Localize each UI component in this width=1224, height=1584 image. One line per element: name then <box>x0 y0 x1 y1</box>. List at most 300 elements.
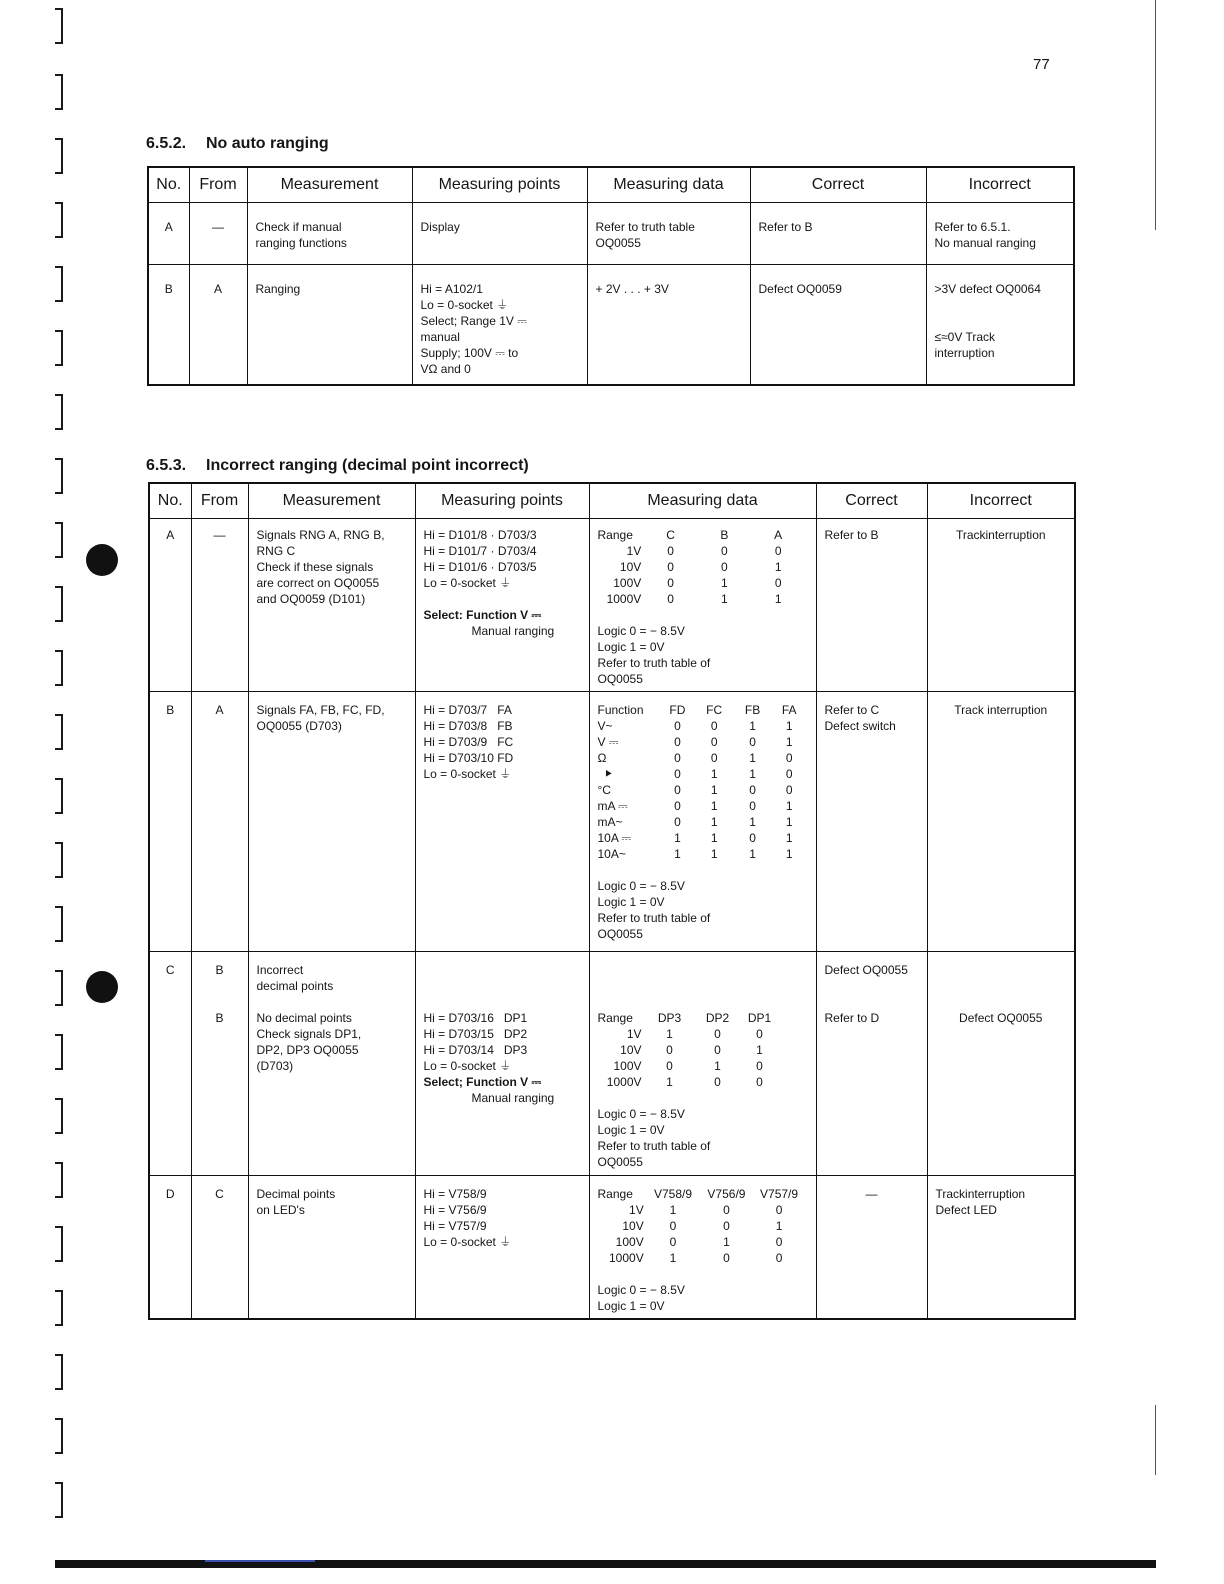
truth-cell: mA~ <box>597 815 623 829</box>
table-header-row <box>148 167 1074 203</box>
col-header-from: From <box>191 483 248 519</box>
binder-bracket <box>55 522 63 558</box>
binder-bracket <box>55 266 63 302</box>
spacer <box>424 591 581 607</box>
binder-bracket <box>55 650 63 686</box>
scan-bottom-bar <box>55 1560 1156 1568</box>
table-incorrect-ranging <box>148 482 1076 1320</box>
cell-incorrect <box>927 519 1075 692</box>
truth-cell: 0 <box>667 576 674 590</box>
truth-col: DP3 <box>657 1011 682 1025</box>
truth-header <box>598 702 808 718</box>
truth-row <box>598 846 808 862</box>
text-line: B <box>215 963 224 977</box>
text-line: Refer to truth table of <box>597 911 711 925</box>
truth-cell: 1000V <box>606 592 642 606</box>
truth-cell: 0 <box>674 799 681 813</box>
text-line: VΩ and 0 <box>420 362 471 376</box>
col-header-no: No. <box>148 167 189 203</box>
truth-cell: 0 <box>775 1251 783 1265</box>
cell-from: — <box>189 203 247 265</box>
table-row <box>149 692 1075 952</box>
truth-cell: 1 <box>749 847 756 861</box>
text-line: Hi = D703/9 FC <box>423 735 514 749</box>
truth-cell: 1 <box>714 1059 721 1073</box>
truth-cell: 0 <box>669 1219 677 1233</box>
binder-bracket <box>55 1226 63 1262</box>
text-line: Refer to C <box>824 703 880 717</box>
text-line: Logic 1 = 0V <box>597 1299 665 1313</box>
cell-no: B <box>149 692 191 952</box>
text-line: Track interruption <box>954 703 1048 717</box>
truth-cell: 10V <box>620 1043 642 1057</box>
truth-row <box>598 543 808 559</box>
binder-bracket <box>55 906 63 942</box>
text-line: Signals RNG A, RNG B, <box>256 528 385 542</box>
text-line: Hi = D703/16 DP1 <box>423 1011 528 1025</box>
cell-correct <box>750 203 926 265</box>
spacer <box>257 994 407 1010</box>
truth-col: Range <box>597 1011 633 1025</box>
truth-cell: 0 <box>721 544 728 558</box>
truth-col: Function <box>597 703 644 717</box>
text-line: Hi = D703/14 DP3 <box>423 1043 528 1057</box>
text-line: Hi = V758/9 <box>423 1187 487 1201</box>
punch-hole <box>86 971 118 1003</box>
section-title-6-5-3 <box>146 457 529 475</box>
cell-correct <box>816 519 927 692</box>
binder-bracket <box>55 1482 63 1518</box>
binder-bracket <box>55 1290 63 1326</box>
text-line: No manual ranging <box>934 236 1036 250</box>
truth-cell: 0 <box>667 544 674 558</box>
text-line: are correct on OQ0055 <box>256 576 380 590</box>
binder-bracket <box>55 1354 63 1390</box>
page-number: 77 <box>1033 56 1050 73</box>
spacer <box>598 862 808 878</box>
text-line: Manual ranging <box>471 624 555 638</box>
text-line: Lo = 0-socket ⏚ <box>423 576 512 590</box>
text-line: Hi = A102/1 <box>420 282 483 296</box>
cell-measurement <box>247 203 412 265</box>
table-row <box>149 1176 1075 1320</box>
truth-cell: 1 <box>749 751 756 765</box>
truth-col: DP1 <box>747 1011 772 1025</box>
cell-incorrect <box>927 1176 1075 1320</box>
truth-row <box>598 734 808 750</box>
binder-bracket <box>55 714 63 750</box>
text-line: Refer to B <box>824 528 879 542</box>
binder-bracket <box>55 970 63 1006</box>
col-header-correct: Correct <box>750 167 926 203</box>
truth-cell: 0 <box>674 767 681 781</box>
cell-no: D <box>149 1176 191 1320</box>
truth-col: FC <box>706 703 723 717</box>
truth-cell: 0 <box>674 735 681 749</box>
truth-cell: 0 <box>710 735 718 749</box>
text-line: Manual ranging <box>471 1091 555 1105</box>
cell-no: A <box>148 203 189 265</box>
text-line: Hi = D703/7 FA <box>423 703 512 717</box>
text-line: Hi = D703/15 DP2 <box>423 1027 528 1041</box>
text-line: Select; Range 1V ⎓ <box>420 314 527 328</box>
truth-cell: 0 <box>710 751 718 765</box>
cell-data <box>589 692 816 952</box>
truth-cell: 0 <box>774 544 782 558</box>
truth-cell: 1 <box>774 592 782 606</box>
truth-col: V758/9 <box>653 1187 693 1201</box>
text-line: RNG C <box>256 544 296 558</box>
col-header-incorrect: Incorrect <box>926 167 1074 203</box>
truth-col: B <box>720 528 729 542</box>
cell-no: A <box>149 519 191 692</box>
col-header-incorrect: Incorrect <box>927 483 1075 519</box>
cell-correct <box>750 265 926 385</box>
truth-cell: 1 <box>721 592 728 606</box>
cell-data <box>589 1176 816 1320</box>
truth-row <box>598 1042 782 1058</box>
truth-cell: 0 <box>666 1059 673 1073</box>
truth-table-rng <box>598 527 808 607</box>
cell-points <box>415 1176 589 1320</box>
truth-cell: 1 <box>775 1219 783 1233</box>
cell-data <box>589 952 816 1176</box>
text-line: Logic 1 = 0V <box>597 640 665 654</box>
text-line: Select; Function V ⎓ <box>423 1075 542 1089</box>
truth-cell: mA ⎓ <box>597 799 628 813</box>
truth-cell: 1 <box>674 831 681 845</box>
truth-cell: 1 <box>785 831 793 845</box>
text-line: Lo = 0-socket ⏚ <box>423 767 512 781</box>
spacer <box>825 978 919 1010</box>
table-no-auto-ranging <box>147 166 1075 386</box>
truth-cell: °C <box>597 783 611 797</box>
truth-row <box>598 1058 782 1074</box>
truth-row <box>598 1202 808 1218</box>
binder-bracket <box>55 1418 63 1454</box>
truth-cell: 0 <box>774 576 782 590</box>
text-line: Decimal points <box>256 1187 336 1201</box>
truth-cell: 1 <box>723 1235 730 1249</box>
truth-cell: 1 <box>785 735 793 749</box>
truth-col: C <box>666 528 675 542</box>
text-line: Logic 1 = 0V <box>597 895 665 909</box>
col-header-measuring-points: Measuring points <box>412 167 587 203</box>
truth-table-function <box>598 702 808 862</box>
binder-bracket <box>55 138 63 174</box>
truth-cell: 0 <box>714 1027 721 1041</box>
truth-cell: 1000V <box>609 1251 644 1265</box>
truth-cell: 0 <box>710 719 718 733</box>
col-header-measuring-data: Measuring data <box>587 167 750 203</box>
col-header-from: From <box>189 167 247 203</box>
text-line: No decimal points <box>256 1011 352 1025</box>
truth-row <box>598 782 808 798</box>
spacer <box>935 297 1066 329</box>
truth-row <box>598 814 808 830</box>
truth-cell: 1 <box>721 576 728 590</box>
truth-cell: 0 <box>667 592 674 606</box>
cell-measurement <box>248 519 415 692</box>
text-line: DP2, DP3 OQ0055 <box>256 1043 359 1057</box>
truth-cell: 0 <box>667 560 674 574</box>
text-line: Lo = 0-socket ⏚ <box>423 1059 512 1073</box>
cell-incorrect <box>927 952 1075 1176</box>
truth-cell: 0 <box>674 719 681 733</box>
truth-row <box>598 750 808 766</box>
truth-cell: 1 <box>674 847 681 861</box>
cell-incorrect <box>926 265 1074 385</box>
truth-col: FB <box>744 703 761 717</box>
truth-cell: V~ <box>597 719 613 733</box>
truth-col: A <box>774 528 783 542</box>
cell-points <box>412 203 587 265</box>
binder-bracket <box>55 394 63 430</box>
truth-cell: 0 <box>669 1235 677 1249</box>
truth-table-dp <box>598 1010 782 1090</box>
truth-table-led <box>598 1186 808 1266</box>
text-line: interruption <box>934 346 995 360</box>
truth-row <box>598 798 808 814</box>
cell-correct <box>816 952 927 1176</box>
truth-cell: 10A ⎓ <box>597 831 632 845</box>
text-line: + 2V . . . + 3V <box>595 282 669 296</box>
table-row <box>149 519 1075 692</box>
text-line: Defect OQ0055 <box>959 1011 1043 1025</box>
text-line: Refer to 6.5.1. <box>934 220 1011 234</box>
text-line: Supply; 100V ⎓ to <box>420 346 519 360</box>
binder-bracket <box>55 1034 63 1070</box>
truth-cell: 1 <box>785 719 793 733</box>
text-line: OQ0055 <box>597 1155 643 1169</box>
truth-cell: 1 <box>710 783 718 797</box>
binder-bracket <box>55 778 63 814</box>
truth-cell: 1 <box>710 847 718 861</box>
truth-cell: 0 <box>721 560 728 574</box>
text-line: Defect LED <box>935 1203 997 1217</box>
text-line: ranging functions <box>255 236 347 250</box>
text-line: and OQ0059 (D101) <box>256 592 366 606</box>
truth-row <box>598 591 808 607</box>
truth-cell: 1V <box>626 1027 642 1041</box>
cell-no: B <box>148 265 189 385</box>
truth-col: FA <box>781 703 797 717</box>
text-line: Refer to truth table of <box>597 1139 711 1153</box>
truth-cell: 100V <box>613 1059 642 1073</box>
truth-cell: 1 <box>669 1251 677 1265</box>
cell-incorrect <box>927 692 1075 952</box>
truth-cell: ⯈ <box>603 767 614 781</box>
text-line: Hi = D101/7 · D703/4 <box>423 544 537 558</box>
truth-cell: 0 <box>756 1059 763 1073</box>
truth-cell: 0 <box>785 767 793 781</box>
truth-cell: 0 <box>674 815 681 829</box>
truth-cell: 1 <box>785 847 793 861</box>
cell-from: A <box>189 265 247 385</box>
truth-cell: 10A~ <box>597 847 626 861</box>
truth-cell: 0 <box>749 831 756 845</box>
truth-cell: 0 <box>775 1235 783 1249</box>
cell-from: C <box>191 1176 248 1320</box>
cell-measurement <box>247 265 412 385</box>
truth-cell: 0 <box>674 751 681 765</box>
truth-cell: 1 <box>666 1027 673 1041</box>
truth-cell: 0 <box>785 783 793 797</box>
cell-points <box>415 692 589 952</box>
scan-edge-line <box>1155 0 1156 230</box>
truth-col: Range <box>597 1187 633 1201</box>
truth-cell: 10V <box>622 1219 644 1233</box>
text-line: Hi = D703/10 FD <box>423 751 514 765</box>
scan-edge-line <box>1155 1405 1156 1475</box>
truth-cell: 1 <box>710 767 718 781</box>
text-line: B <box>215 1011 224 1025</box>
cell-from: A <box>191 692 248 952</box>
text-line: (D703) <box>256 1059 294 1073</box>
text-line: Logic 0 = − 8.5V <box>597 1107 685 1121</box>
text-line: Refer to truth table of <box>597 656 711 670</box>
truth-cell: 0 <box>723 1251 730 1265</box>
section-number: 6.5.3. <box>146 457 187 474</box>
truth-row <box>598 1218 808 1234</box>
text-line: Lo = 0-socket ⏚ <box>423 1235 512 1249</box>
text-line: OQ0055 <box>597 672 643 686</box>
binder-bracket <box>55 458 63 494</box>
text-line: Hi = V756/9 <box>423 1203 487 1217</box>
text-line: >3V defect OQ0064 <box>934 282 1041 296</box>
text-line: Check if manual <box>255 220 342 234</box>
truth-cell: 0 <box>714 1043 721 1057</box>
truth-row <box>598 1026 782 1042</box>
text-line: Defect OQ0055 <box>824 963 908 977</box>
truth-col: FD <box>669 703 686 717</box>
truth-cell: 0 <box>666 1043 673 1057</box>
col-header-measuring-points: Measuring points <box>415 483 589 519</box>
truth-cell: 1V <box>626 544 642 558</box>
truth-row <box>598 1234 808 1250</box>
text-line: Trackinterruption <box>935 1187 1026 1201</box>
cell-correct <box>816 1176 927 1320</box>
truth-header <box>598 1186 808 1202</box>
text-line: Logic 1 = 0V <box>597 1123 665 1137</box>
binder-bracket <box>55 8 63 44</box>
truth-cell: 1 <box>756 1043 763 1057</box>
table-header-row <box>149 483 1075 519</box>
truth-cell: V ⎓ <box>597 735 619 749</box>
truth-cell: 1 <box>774 560 782 574</box>
truth-header <box>598 527 808 543</box>
text-line: OQ0055 <box>597 927 643 941</box>
text-line: Hi = V757/9 <box>423 1219 487 1233</box>
truth-col: V756/9 <box>707 1187 746 1201</box>
text-line: Defect OQ0059 <box>758 282 842 296</box>
text-line: ≤≈0V Track <box>934 330 996 344</box>
text-line: Signals FA, FB, FC, FD, <box>256 703 385 717</box>
truth-cell: 1 <box>710 831 718 845</box>
text-line: Incorrect <box>256 963 304 977</box>
cell-measurement <box>248 692 415 952</box>
truth-cell: 1 <box>710 799 718 813</box>
cell-from: — <box>191 519 248 692</box>
truth-cell: 0 <box>756 1027 763 1041</box>
text-line: Refer to truth table <box>595 220 695 234</box>
truth-cell: 0 <box>723 1203 730 1217</box>
table-row <box>149 952 1075 1176</box>
binder-bracket <box>55 1162 63 1198</box>
punch-hole <box>86 544 118 576</box>
truth-row <box>598 830 808 846</box>
text-line: Logic 0 = − 8.5V <box>597 879 685 893</box>
text-line: Hi = D101/8 · D703/3 <box>423 528 537 542</box>
truth-cell: 1 <box>749 767 756 781</box>
text-line: Ranging <box>255 282 301 296</box>
text-line: Lo = 0-socket ⏚ <box>420 298 509 312</box>
col-header-measurement: Measurement <box>248 483 415 519</box>
col-header-measurement: Measurement <box>247 167 412 203</box>
truth-row <box>598 559 808 575</box>
truth-cell: 1 <box>785 799 793 813</box>
truth-cell: 1 <box>710 815 718 829</box>
text-line: Logic 0 = − 8.5V <box>597 624 685 638</box>
truth-cell: 100V <box>613 576 642 590</box>
truth-cell: 1V <box>629 1203 644 1217</box>
text-line: Logic 0 = − 8.5V <box>597 1283 685 1297</box>
text-line: Hi = D703/8 FB <box>423 719 513 733</box>
col-header-correct: Correct <box>816 483 927 519</box>
col-header-measuring-data: Measuring data <box>589 483 816 519</box>
text-line: OQ0055 <box>595 236 641 250</box>
text-line: Refer to B <box>758 220 813 234</box>
binder-bracket <box>55 842 63 878</box>
cell-incorrect <box>926 203 1074 265</box>
binder-bracket <box>55 586 63 622</box>
truth-cell: 10V <box>619 560 642 574</box>
truth-cell: 100V <box>615 1235 644 1249</box>
section-title-6-5-2 <box>146 135 329 153</box>
text-line: on LED's <box>256 1203 305 1217</box>
truth-row <box>598 718 808 734</box>
truth-cell: 1 <box>749 719 756 733</box>
cell-points <box>412 265 587 385</box>
truth-cell: 0 <box>749 799 756 813</box>
truth-cell: 0 <box>714 1075 721 1089</box>
cell-from <box>191 952 248 1176</box>
binder-bracket <box>55 1098 63 1134</box>
cell-no: C <box>149 952 191 1176</box>
truth-cell: 0 <box>723 1219 730 1233</box>
truth-cell: 0 <box>749 735 756 749</box>
section-heading: No auto ranging <box>206 135 329 152</box>
text-line: Defect switch <box>824 719 896 733</box>
truth-col: V757/9 <box>760 1187 799 1201</box>
text-line: Display <box>420 220 460 234</box>
cell-measurement <box>248 1176 415 1320</box>
text-line: OQ0055 (D703) <box>256 719 342 733</box>
cell-correct <box>816 692 927 952</box>
text-line: Trackinterruption <box>955 528 1046 542</box>
truth-cell: 0 <box>749 783 756 797</box>
truth-cell: 1000V <box>606 1075 642 1089</box>
truth-cell: Ω <box>597 751 607 765</box>
col-header-no: No. <box>149 483 191 519</box>
truth-row <box>598 575 808 591</box>
text-line: manual <box>420 330 460 344</box>
truth-col: Range <box>597 528 633 542</box>
truth-cell: 0 <box>756 1075 763 1089</box>
truth-cell: 0 <box>785 751 793 765</box>
binder-bracket <box>55 202 63 238</box>
truth-cell: 0 <box>775 1203 783 1217</box>
